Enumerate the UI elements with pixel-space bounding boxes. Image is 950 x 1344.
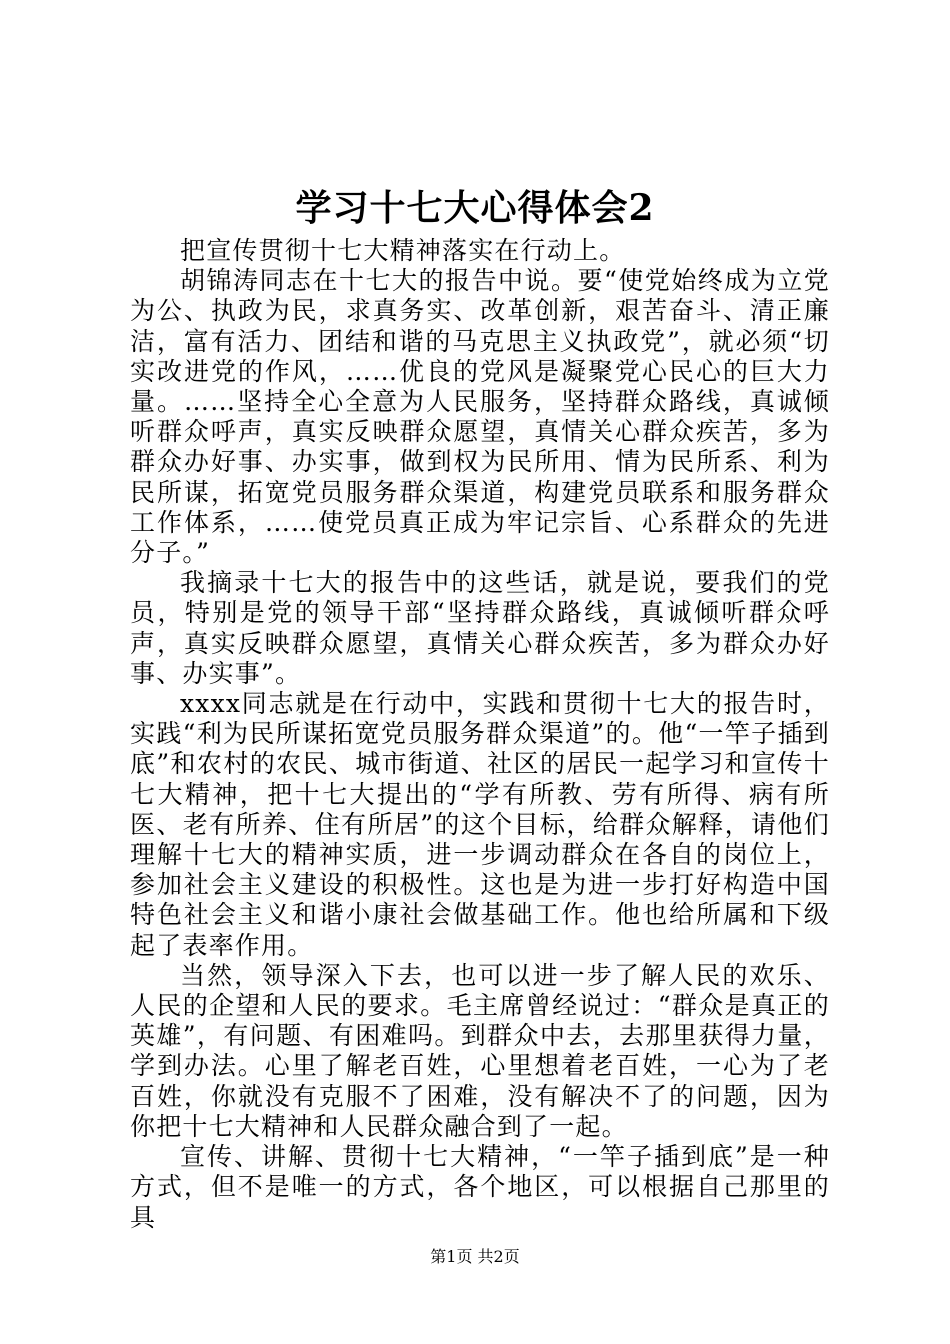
page-number-footer: 第1页 共2页 xyxy=(430,1247,520,1266)
paragraph: 胡锦涛同志在十七大的报告中说。要“使党始终成为立党为公、执政为民，求真务实、改革创新，艰苦奋斗、清正廉洁，富有活力、团结和谐的马克思主义执政党”，就必须“切实改进党的作风，……优良的党风是凝聚党心民心的巨大力量。……坚持全心全意为人民服务，坚持群众路线，真诚倾听群众呼声，真实反映群众愿望，真情关心群众疾苦，多为群众办好事、办实事，做到权为民所用、情为民所系、利为民所谋，拓宽党员服务群众渠道，构建党员联系和服务群众工作体系，……使党员真正成为牢记宗旨、心系群众的先进分子。” xyxy=(130,266,830,568)
document-body xyxy=(130,236,830,1233)
paragraph: 当然，领导深入下去，也可以进一步了解人民的欢乐、人民的企望和人民的要求。毛主席曾经说过：“群众是真正的英雄”，有问题、有困难吗。到群众中去，去那里获得力量，学到办法。心里了解老百姓，心里想着老百姓，一心为了老百姓，你就没有克服不了困难，没有解决不了的问题，因为你把十七大精神和人民群众融合到了一起。 xyxy=(130,960,830,1141)
paragraph: xxxx同志就是在行动中，实践和贯彻十七大的报告时，实践“利为民所谋拓宽党员服务群众渠道”的。他“一竿子插到底”和农村的农民、城市街道、社区的居民一起学习和宣传十七大精神，把十七大提出的“学有所教、劳有所得、病有所医、老有所养、住有所居”的这个目标，给群众解释，请他们理解十七大的精神实质，进一步调动群众在各自的岗位上，参加社会主义建设的积极性。这也是为进一步打好构造中国特色社会主义和谐小康社会做基础工作。他也给所属和下级起了表率作用。 xyxy=(130,689,830,960)
paragraph: 宣传、讲解、贯彻十七大精神，“一竿子插到底”是一种方式，但不是唯一的方式，各个地区，可以根据自己那里的具 xyxy=(130,1142,830,1232)
document-title: 学习十七大心得体会2 xyxy=(295,187,655,229)
paragraph: 把宣传贯彻十七大精神落实在行动上。 xyxy=(180,236,626,265)
paragraph: 我摘录十七大的报告中的这些话，就是说，要我们的党员，特别是党的领导干部“坚持群众路线，真诚倾听群众呼声，真实反映群众愿望，真情关心群众疾苦，多为群众办好事、办实事”。 xyxy=(130,568,830,688)
